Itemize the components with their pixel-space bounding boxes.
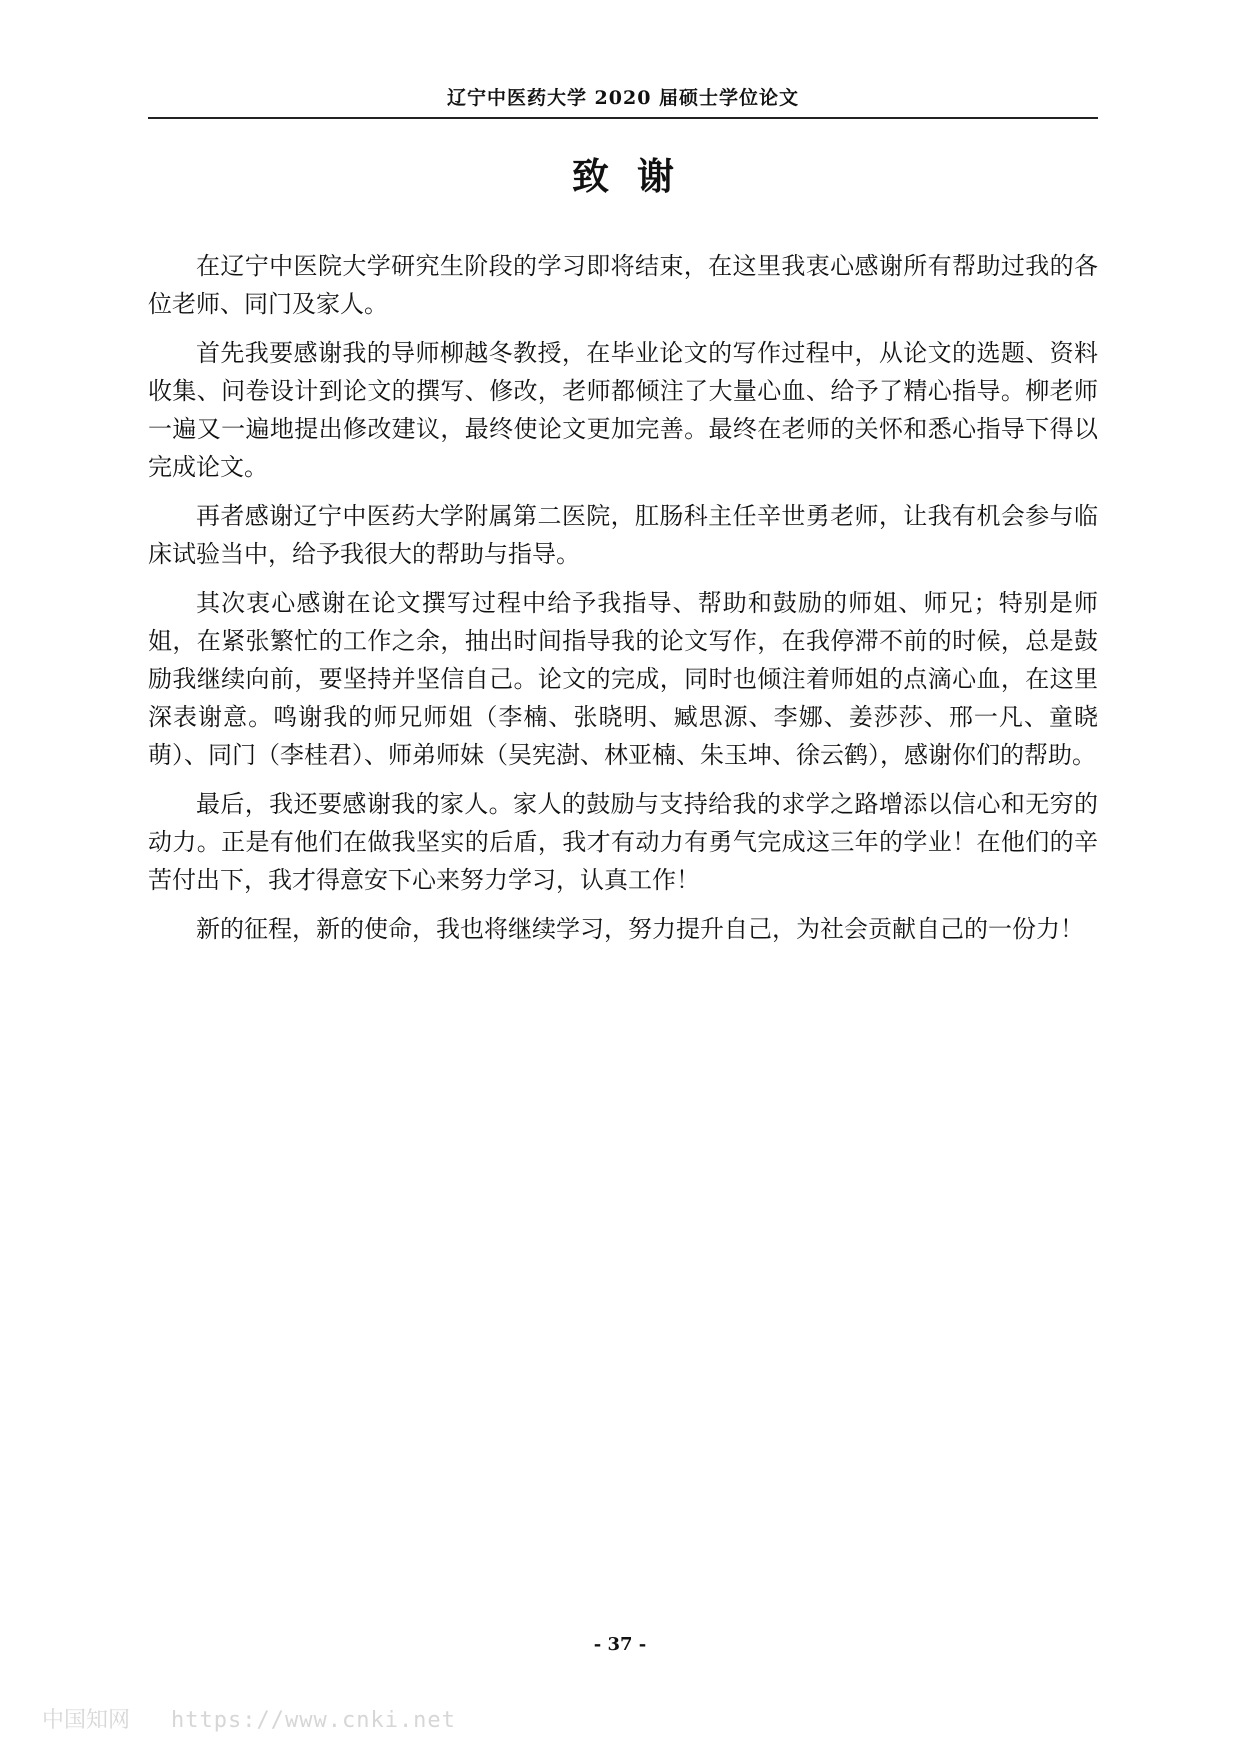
paragraph-6: 新的征程，新的使命，我也将继续学习，努力提升自己，为社会贡献自己的一份力！ <box>196 915 1084 943</box>
header-divider <box>148 117 1098 119</box>
watermark-brand: 中国知网 <box>42 1708 131 1733</box>
paragraph-4: 其次衷心感谢在论文撰写过程中给予我指导、帮助和鼓励的师姐、师兄；特别是师姐，在紧张繁忙的工作之余，抽出时间指导我的论文写作，在我停滞不前的时候，总是鼓励我继续向前，要坚持并坚信自己。论文的完成，同时也倾注着师姐的点滴心血，在这里深表谢意。鸣谢我的师兄师姐（李楠、张晓明、臧思源、李娜、姜莎莎、邢一凡、童晓萌）、同门（李桂君）、师弟师妹（吴宪澍、林亚楠、朱玉坤、徐云鹤），感谢你们的帮助。 <box>148 589 1098 769</box>
cnki-watermark <box>42 1706 456 1736</box>
paragraph-3: 再者感谢辽宁中医药大学附属第二医院，肛肠科主任辛世勇老师，让我有机会参与临床试验当中，给予我很大的帮助与指导。 <box>148 502 1098 568</box>
page-number: - 37 - <box>593 1634 647 1655</box>
page-title: 致谢 <box>572 154 702 198</box>
watermark-url: https://www.cnki.net <box>171 1708 456 1733</box>
paragraph-2: 首先我要感谢我的导师柳越冬教授，在毕业论文的写作过程中，从论文的选题、资料收集、问卷设计到论文的撰写、修改，老师都倾注了大量心血、给予了精心指导。柳老师一遍又一遍地提出修改建议，最终使论文更加完善。最终在老师的关怀和悉心指导下得以完成论文。 <box>148 339 1098 481</box>
paragraph-5: 最后，我还要感谢我的家人。家人的鼓励与支持给我的求学之路增添以信心和无穷的动力。正是有他们在做我坚实的后盾，我才有动力有勇气完成这三年的学业！在他们的辛苦付出下，我才得意安下心来努力学习，认真工作！ <box>148 790 1098 894</box>
paragraph-1: 在辽宁中医院大学研究生阶段的学习即将结束，在这里我衷心感谢所有帮助过我的各位老师、同门及家人。 <box>148 252 1098 318</box>
acknowledgement-body <box>148 247 1098 959</box>
running-header: 辽宁中医药大学 2020 届硕士学位论文 <box>446 87 800 109</box>
